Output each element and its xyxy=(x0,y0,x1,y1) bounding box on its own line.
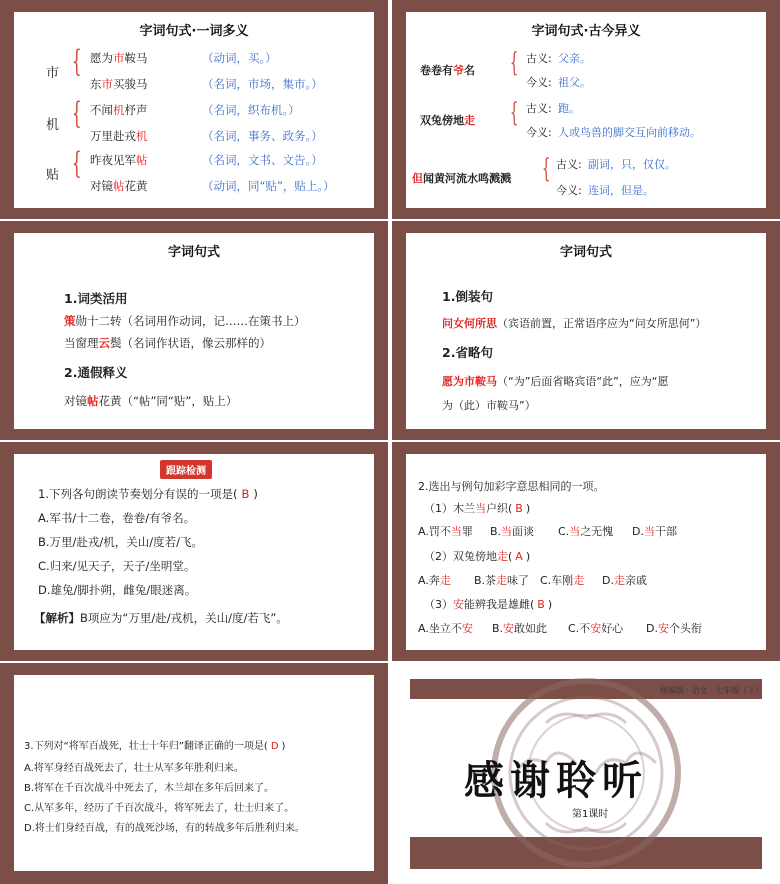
section-heading: 1.词类活用 xyxy=(64,291,128,306)
option: D.将士们身经百战，有的战死沙场，有的转战多年后胜利归来。 xyxy=(24,823,305,834)
option: A.坐立不安 xyxy=(418,622,473,635)
option: C.车刚走 xyxy=(540,574,585,587)
group-char: 市 xyxy=(46,66,60,81)
slide-5-card xyxy=(14,454,374,650)
example-line: 但闻黄河流水鸣溅溅 xyxy=(412,172,511,185)
example-line: 双兔傍地走 xyxy=(420,114,475,127)
option: A.军书/十二卷，卷卷/有爷名。 xyxy=(38,511,196,525)
section-heading: 1.倒装句 xyxy=(442,289,493,304)
question: 1.下列各句朗读节奏划分有误的一项是( B ) xyxy=(38,487,258,501)
slide-title: 字词句式·一词多义 xyxy=(139,24,249,39)
slide-7[interactable] xyxy=(0,663,388,884)
explanation: （名词，市场，集市。） xyxy=(202,77,323,91)
example-line: 对镜帖花黄（“帖”同“贴”，贴上） xyxy=(64,394,238,408)
analysis: 【解析】B项应为“万里/赴/戎机，关山/度/若飞”。 xyxy=(34,611,288,625)
option: B.当面谈 xyxy=(490,525,535,538)
slide-3[interactable] xyxy=(0,221,388,440)
option: B.安敢如此 xyxy=(492,622,548,635)
edition-label: 统编版 · 语文 · 七年级（下） xyxy=(660,686,764,695)
jin-meaning: 连词，但是。 xyxy=(588,184,654,197)
option: A.将军身经百战死去了，壮士从军多年胜利归来。 xyxy=(24,763,244,774)
slide-4[interactable] xyxy=(392,221,780,440)
example-line: 问女何所思（宾语前置，正常语序应为“问女所思何”） xyxy=(442,317,707,330)
sub-question: （3）安能辨我是雄雌( B ) xyxy=(424,598,553,611)
slide-title: 字词句式·古今异义 xyxy=(531,24,641,39)
gu-meaning: 跑。 xyxy=(558,102,580,115)
explanation: （名词，织布机。） xyxy=(202,103,300,117)
slide-title: 字词句式 xyxy=(559,245,612,260)
slide-1-card xyxy=(14,12,374,208)
slide-2-card xyxy=(406,12,766,208)
option: D.安个头衔 xyxy=(646,622,702,635)
option: C.从军多年，经历了千百次战斗，将军死去了，壮士归来了。 xyxy=(24,803,295,814)
gu-label: 古义: xyxy=(556,158,582,171)
thank-you-title: 感谢聆听 xyxy=(464,757,648,804)
example-line: 不闻机杼声 xyxy=(90,103,148,117)
explanation: （动词，买。） xyxy=(202,51,277,65)
option: B.茶走味了 xyxy=(474,574,530,587)
brace-icon: { xyxy=(72,96,82,131)
example-line: 策勋十二转（名词用作动词，记……在策书上） xyxy=(64,314,306,328)
example-line: 万里赴戎机 xyxy=(90,129,148,143)
section-tag: 跟踪检测 xyxy=(160,460,212,479)
jin-meaning: 祖父。 xyxy=(558,76,591,89)
slide-1[interactable] xyxy=(0,0,388,219)
option: D.当干部 xyxy=(632,525,677,538)
example-line-cont: 为（此）市鞍马”） xyxy=(442,399,536,412)
group-char: 贴 xyxy=(46,168,60,183)
slide-3-card xyxy=(14,233,374,429)
explanation: （名词，文书、文告。） xyxy=(202,153,323,167)
slide-5[interactable] xyxy=(0,442,388,661)
gu-label: 古义: xyxy=(526,102,552,115)
slide-8[interactable] xyxy=(392,663,780,884)
option: D.雄兔/脚扑朔，雌兔/眼迷离。 xyxy=(38,583,197,597)
example-line: 当窗理云鬓（名词作状语，像云那样的） xyxy=(64,336,271,350)
sub-question: （2）双兔傍地走( A ) xyxy=(424,550,531,563)
explanation: （名词，事务、政务。） xyxy=(202,129,323,143)
example-line: 愿为市鞍马（“为”后面省略宾语“此”，应为“愿 xyxy=(442,375,669,388)
option: C.归来/见天子，天子/坐明堂。 xyxy=(38,559,196,573)
example-line: 对镜帖花黄 xyxy=(90,179,148,193)
section-heading: 2.通假释义 xyxy=(64,365,128,380)
lesson-label: 第1课时 xyxy=(572,809,609,820)
option: B.万里/赴戎/机，关山/度若/飞。 xyxy=(38,535,204,549)
example-line: 昨夜见军帖 xyxy=(90,153,148,167)
brace-icon: { xyxy=(510,98,519,128)
jin-label: 今义: xyxy=(526,126,552,139)
slide-6-card xyxy=(406,454,766,650)
option: B.将军在千百次战斗中死去了，木兰却在多年后回来了。 xyxy=(24,783,275,794)
brace-icon: { xyxy=(72,146,82,181)
gu-meaning: 父亲。 xyxy=(558,52,591,65)
brace-icon: { xyxy=(542,154,551,184)
question: 2.选出与例句加彩字意思相同的一项。 xyxy=(418,480,605,493)
example-line: 东市买骏马 xyxy=(90,77,148,91)
option: C.不安好心 xyxy=(568,622,624,635)
slide-title: 字词句式 xyxy=(167,245,220,260)
option: A.罚不当罪 xyxy=(418,525,473,538)
group-char: 机 xyxy=(46,118,60,133)
jin-label: 今义: xyxy=(556,184,582,197)
jin-meaning: 人或鸟兽的脚交互向前移动。 xyxy=(558,126,701,139)
question: 3.下列对“将军百战死，壮士十年归”翻译正确的一项是( D ) xyxy=(24,741,286,752)
option: C.当之无愧 xyxy=(558,525,614,538)
option: A.奔走 xyxy=(418,574,451,587)
gu-label: 古义: xyxy=(526,52,552,65)
brace-icon: { xyxy=(72,44,82,79)
slide-7-card xyxy=(14,675,374,871)
example-line: 卷卷有爷名 xyxy=(420,64,475,77)
section-heading: 2.省略句 xyxy=(442,345,493,360)
example-line: 愿为市鞍马 xyxy=(90,51,148,65)
brace-icon: { xyxy=(510,48,519,78)
explanation: （动词，同“贴”，贴上。） xyxy=(202,179,335,193)
option: D.走亲戚 xyxy=(602,574,647,587)
gu-meaning: 副词，只，仅仅。 xyxy=(588,158,676,171)
jin-label: 今义: xyxy=(526,76,552,89)
slide-2[interactable] xyxy=(392,0,780,219)
slide-4-card xyxy=(406,233,766,429)
sub-question: （1）木兰当户织( B ) xyxy=(424,502,531,515)
slide-6[interactable] xyxy=(392,442,780,661)
